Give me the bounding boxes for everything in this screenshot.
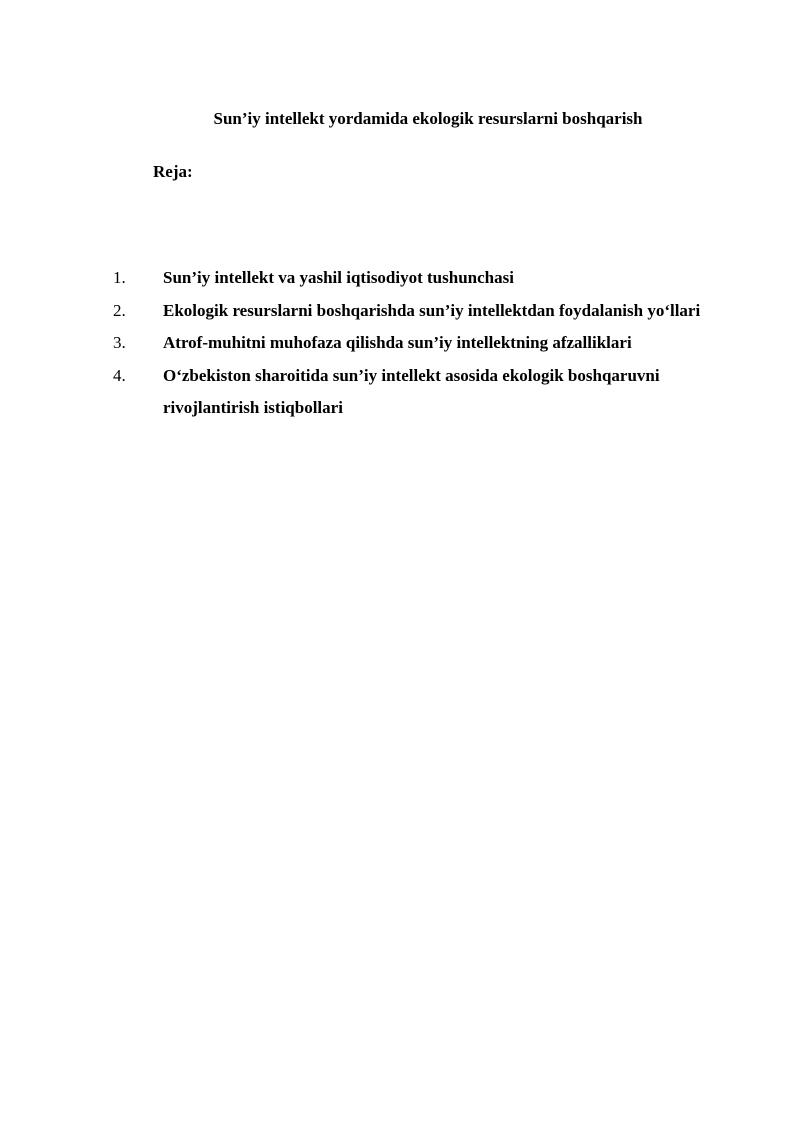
plan-list xyxy=(113,262,743,425)
plan-heading: Reja: xyxy=(153,162,193,181)
plan-item-number: 2. xyxy=(113,300,126,320)
plan-item-text: Atrof-muhitni muhofaza qilishda sun’iy intellektning afzalliklari xyxy=(163,333,632,352)
plan-item-text: O‘zbekiston sharoitida sun’iy intellekt asosida ekologik boshqaruvni rivojlantirish istiqbollari xyxy=(163,365,660,417)
plan-item-number: 1. xyxy=(113,268,126,287)
plan-item-text: Sun’iy intellekt va yashil iqtisodiyot tushunchasi xyxy=(163,268,514,287)
plan-item-2 xyxy=(113,295,743,328)
plan-item-3 xyxy=(113,327,743,360)
plan-item-number: 3. xyxy=(113,333,126,352)
document-title: Sun’iy intellekt yordamida ekologik resurslarni boshqarish xyxy=(213,109,643,128)
plan-item-1 xyxy=(113,262,743,295)
plan-item-text: Ekologik resurslarni boshqarishda sun’iy intellektdan foydalanish yo‘llari xyxy=(163,300,701,320)
plan-item-number: 4. xyxy=(113,365,126,385)
plan-item-4 xyxy=(113,360,743,425)
